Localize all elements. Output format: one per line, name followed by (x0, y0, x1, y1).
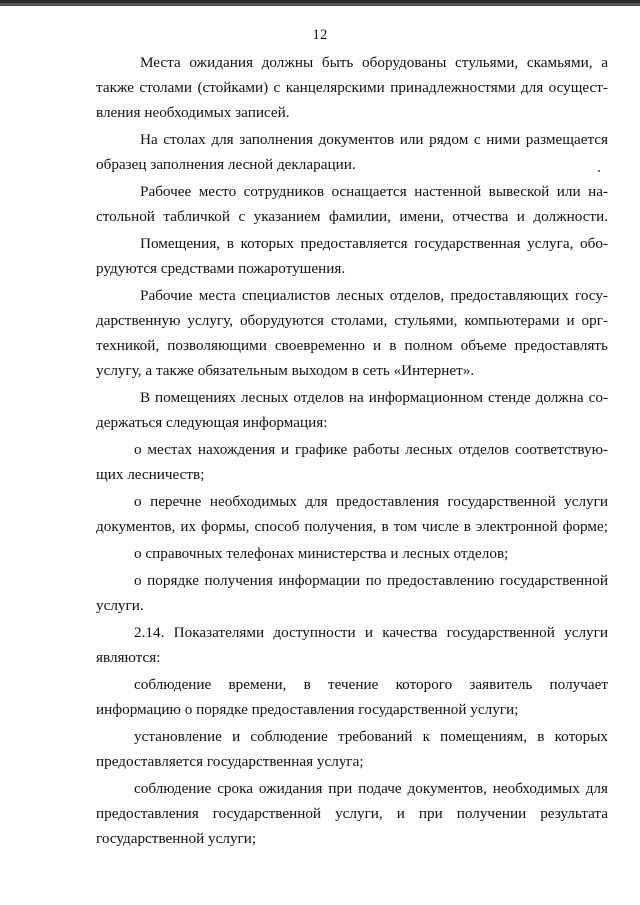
text-line: Помещения, в которых предоставляется государственная услуга, обо- (140, 235, 608, 252)
text-line: В помещениях лесных отделов на информационном стенде должна со- (140, 389, 608, 406)
list-item-line: государственной услуги; (96, 830, 257, 847)
list-item-line: услуги. (96, 597, 144, 614)
list-item-line: установление и соблюдение требований к помещениям, в которых (134, 728, 608, 745)
text-line: держаться следующая информация: (96, 414, 328, 431)
list-item-line: щих лесничеств; (96, 466, 205, 483)
page-number: 12 (312, 27, 328, 43)
text-line: также столами (стойками) с канцелярскими принадлежностями для осущест- (96, 79, 608, 96)
text-line: Рабочие места специалистов лесных отделов, предоставляющих госу- (140, 287, 608, 304)
list-item-line: о перечне необходимых для предоставления государственной услуги (134, 493, 608, 510)
text-line: услугу, а также обязательным выходом в сеть «Интернет». (96, 362, 475, 379)
text-line: являются: (96, 649, 161, 666)
list-item-line: документов, их формы, способ получения, в том числе в электронной форме; (96, 518, 608, 535)
top-border (0, 0, 640, 8)
text-line: стольной табличкой с указанием фамилии, имени, отчества и должности. (96, 208, 608, 225)
text-line: рудуются средствами пожаротушения. (96, 260, 346, 277)
text-line: образец заполнения лесной декларации. (96, 156, 356, 173)
text-line: Рабочее место сотрудников оснащается настенной вывеской или на- (140, 183, 608, 200)
text-line: дарственную услугу, оборудуются столами, стульями, компьютерами и орг- (96, 312, 608, 329)
list-item-line: предоставляется государственная услуга; (96, 753, 364, 770)
list-item-line: соблюдение времени, в течение которого заявитель получает (134, 676, 608, 693)
text-line: Места ожидания должны быть оборудованы стульями, скамьями, а (140, 54, 608, 71)
list-item-line: о порядке получения информации по предоставлению государственной (134, 572, 608, 589)
list-item-line: информацию о порядке предоставления государственной услуги; (96, 701, 519, 718)
list-item-line: соблюдение срока ожидания при подаче документов, необходимых для (134, 780, 608, 797)
text-line: техникой, позволяющими своевременно и в полном объеме предоставлять (96, 337, 608, 354)
section-heading-line: 2.14. Показателями доступности и качества государственной услуги (134, 624, 608, 641)
text-line: вления необходимых записей. (96, 104, 290, 121)
list-item-line: о местах нахождения и графике работы лесных отделов соответствую- (134, 441, 608, 458)
list-item-line: предоставления государственной услуги, и при получении результата (96, 805, 608, 822)
list-item-line: о справочных телефонах министерства и лесных отделов; (134, 545, 509, 562)
text-line: На столах для заполнения документов или рядом с ними размещается (140, 131, 608, 148)
